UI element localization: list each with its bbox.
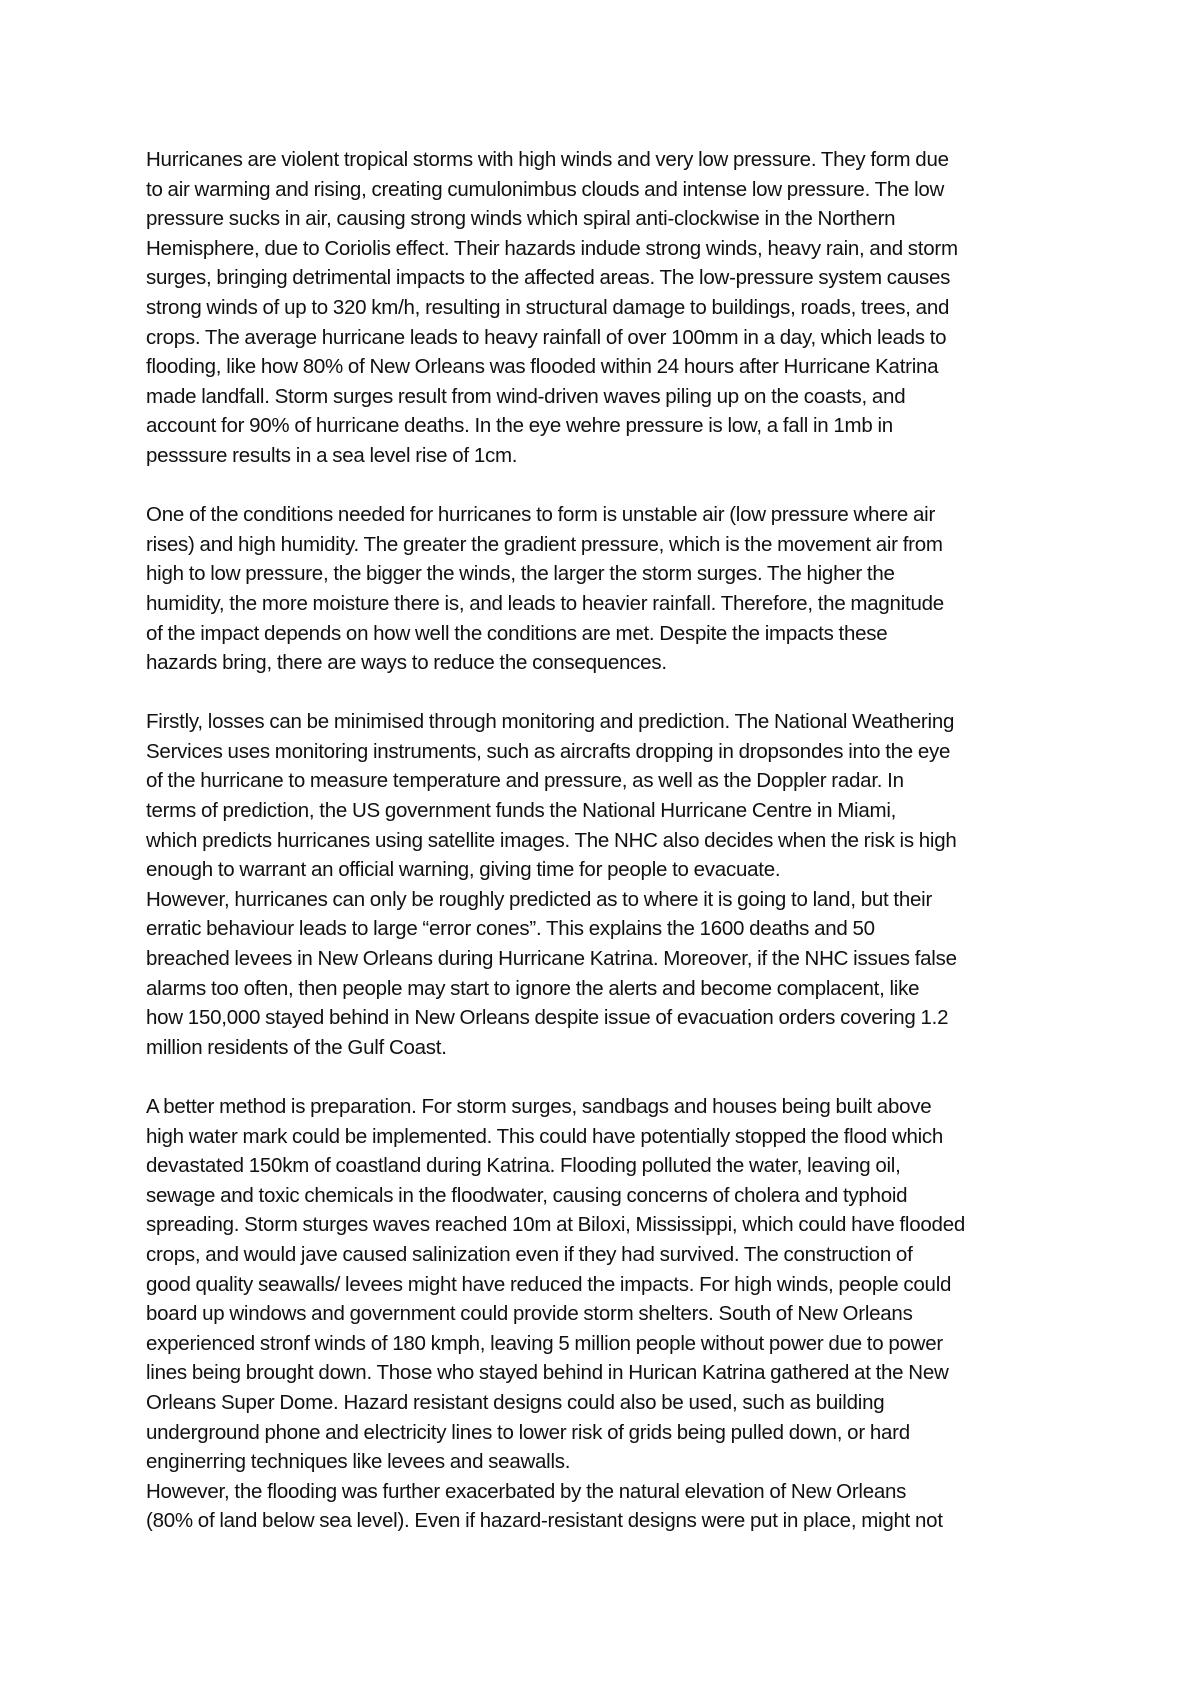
text-line: However, the flooding was further exacerbated by the natural elevation of New Orleans [146, 1479, 907, 1503]
text-line: However, hurricanes can only be roughly predicted as to where it is going to land, but their [146, 887, 933, 911]
text-line: Services uses monitoring instruments, such as aircrafts dropping in dropsondes into the eye [146, 739, 951, 763]
paragraph [146, 707, 1076, 885]
paragraph [146, 1477, 1076, 1536]
text-line: sewage and toxic chemicals in the floodwater, causing concerns of cholera and typhoid [146, 1183, 908, 1207]
text-line: hazards bring, there are ways to reduce the consequences. [146, 651, 667, 675]
text-line: high to low pressure, the bigger the winds, the larger the storm surges. The higher the [146, 562, 895, 586]
text-line: million residents of the Gulf Coast. [146, 1035, 447, 1059]
text-line: good quality seawalls/ levees might have reduced the impacts. For high winds, people could [146, 1272, 952, 1296]
text-line: account for 90% of hurricane deaths. In the eye wehre pressure is low, a fall in 1mb in [146, 414, 893, 438]
text-line: alarms too often, then people may start to ignore the alerts and become complacent, like [146, 976, 920, 1000]
text-line: enough to warrant an official warning, giving time for people to evacuate. [146, 858, 781, 882]
text-line: Hemisphere, due to Coriolis effect. Their hazards indude strong winds, heavy rain, and storm [146, 236, 958, 260]
text-line: of the impact depends on how well the conditions are met. Despite the impacts these [146, 621, 888, 645]
text-line: erratic behaviour leads to large “error cones”. This explains the 1600 deaths and 50 [146, 917, 875, 941]
paragraph [146, 885, 1076, 1063]
text-line: of the hurricane to measure temperature and pressure, as well as the Doppler radar. In [146, 769, 904, 793]
text-line: spreading. Storm sturges waves reached 10m at Biloxi, Mississippi, which could have flooded [146, 1213, 965, 1237]
text-line: lines being brought down. Those who stayed behind in Hurican Katrina gathered at the New [146, 1361, 949, 1385]
paragraph [146, 1092, 1076, 1477]
text-line: humidity, the more moisture there is, and leads to heavier rainfall. Therefore, the magnitude [146, 591, 944, 615]
document-body [146, 145, 1076, 1536]
text-line: pressure sucks in air, causing strong winds which spiral anti-clockwise in the Northern [146, 207, 896, 231]
text-line: made landfall. Storm surges result from wind-driven waves piling up on the coasts, and [146, 384, 906, 408]
text-line: Orleans Super Dome. Hazard resistant designs could also be used, such as building [146, 1390, 885, 1414]
text-line: rises) and high humidity. The greater the gradient pressure, which is the movement air from [146, 532, 943, 556]
text-line: enginerring techniques like levees and seawalls. [146, 1450, 571, 1474]
text-line: board up windows and government could provide storm shelters. South of New Orleans [146, 1302, 913, 1326]
text-line: crops. The average hurricane leads to heavy rainfall of over 100mm in a day, which leads to [146, 325, 947, 349]
text-line: to air warming and rising, creating cumulonimbus clouds and intense low pressure. The low [146, 177, 945, 201]
text-line: which predicts hurricanes using satellite images. The NHC also decides when the risk is high [146, 828, 957, 852]
paragraph [146, 500, 1076, 678]
text-line: surges, bringing detrimental impacts to the affected areas. The low-pressure system causes [146, 266, 951, 290]
text-line: pesssure results in a sea level rise of 1cm. [146, 443, 518, 467]
text-line: flooding, like how 80% of New Orleans was flooded within 24 hours after Hurricane Katrina [146, 355, 939, 379]
text-line: devastated 150km of coastland during Katrina. Flooding polluted the water, leaving oil, [146, 1154, 901, 1178]
text-line: (80% of land below sea level). Even if hazard-resistant designs were put in place, might not [146, 1509, 943, 1533]
text-line: terms of prediction, the US government funds the National Hurricane Centre in Miami, [146, 799, 897, 823]
text-line: Hurricanes are violent tropical storms with high winds and very low pressure. They form due [146, 148, 949, 171]
text-line: experienced stronf winds of 180 kmph, leaving 5 million people without power due to power [146, 1331, 943, 1355]
text-line: strong winds of up to 320 km/h, resulting in structural damage to buildings, roads, trees, and [146, 295, 950, 319]
text-line: underground phone and electricity lines to lower risk of grids being pulled down, or hard [146, 1420, 910, 1444]
text-line: how 150,000 stayed behind in New Orleans despite issue of evacuation orders covering 1.2 [146, 1006, 949, 1030]
text-line: crops, and would jave caused salinization even if they had survived. The construction of [146, 1242, 913, 1266]
text-line: Firstly, losses can be minimised through monitoring and prediction. The National Weathering [146, 710, 955, 734]
text-line: breached levees in New Orleans during Hurricane Katrina. Moreover, if the NHC issues false [146, 947, 957, 971]
text-line: A better method is preparation. For storm surges, sandbags and houses being built above [146, 1095, 932, 1118]
paragraph [146, 145, 1076, 471]
text-line: One of the conditions needed for hurricanes to form is unstable air (low pressure where air [146, 503, 936, 527]
text-line: high water mark could be implemented. This could have potentially stopped the flood which [146, 1124, 944, 1148]
